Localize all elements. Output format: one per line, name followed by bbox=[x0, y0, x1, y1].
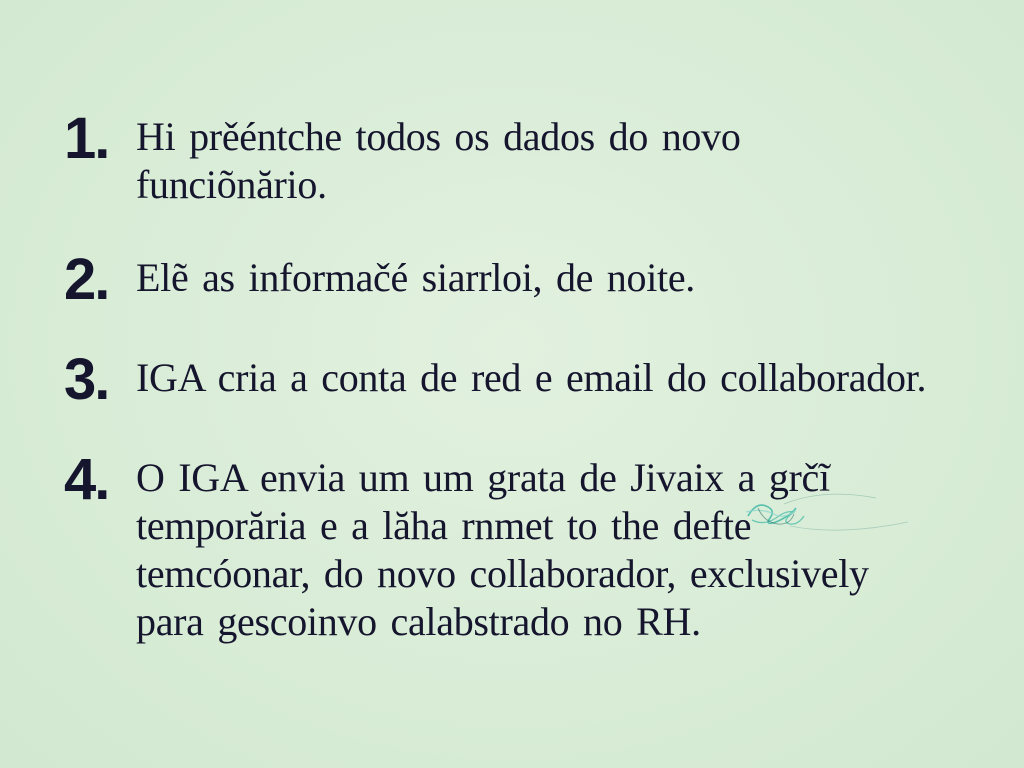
list-item bbox=[64, 247, 984, 312]
item-number: 1. bbox=[64, 106, 109, 171]
item-text bbox=[136, 451, 869, 646]
list-item bbox=[64, 347, 984, 412]
list-item bbox=[64, 106, 984, 209]
text-line: temcóonar, do novo collaborador, exclusively bbox=[136, 551, 869, 596]
text-line: Elẽ as informačé siarrloi, de noite. bbox=[136, 255, 695, 300]
item-number: 3. bbox=[64, 347, 109, 412]
numbered-list bbox=[64, 106, 984, 646]
list-item bbox=[64, 447, 984, 646]
item-text bbox=[136, 351, 926, 402]
text-line: O IGA envia um um grata de Jivaix a grčĩ bbox=[136, 455, 830, 500]
text-line: Hi prěéntche todos os dados do novo bbox=[136, 114, 741, 159]
item-text bbox=[136, 110, 741, 209]
item-number: 4. bbox=[64, 447, 109, 512]
item-text bbox=[136, 251, 695, 302]
text-line: funciõnărio. bbox=[136, 162, 327, 207]
text-line: temporăria e a lăha rnmet to the defte bbox=[136, 503, 752, 548]
item-number: 2. bbox=[64, 247, 109, 312]
text-line: IGA cria a conta de red e email do collaborador. bbox=[136, 355, 927, 400]
text-line: para gescoinvo calabstrado no RH. bbox=[136, 599, 701, 644]
